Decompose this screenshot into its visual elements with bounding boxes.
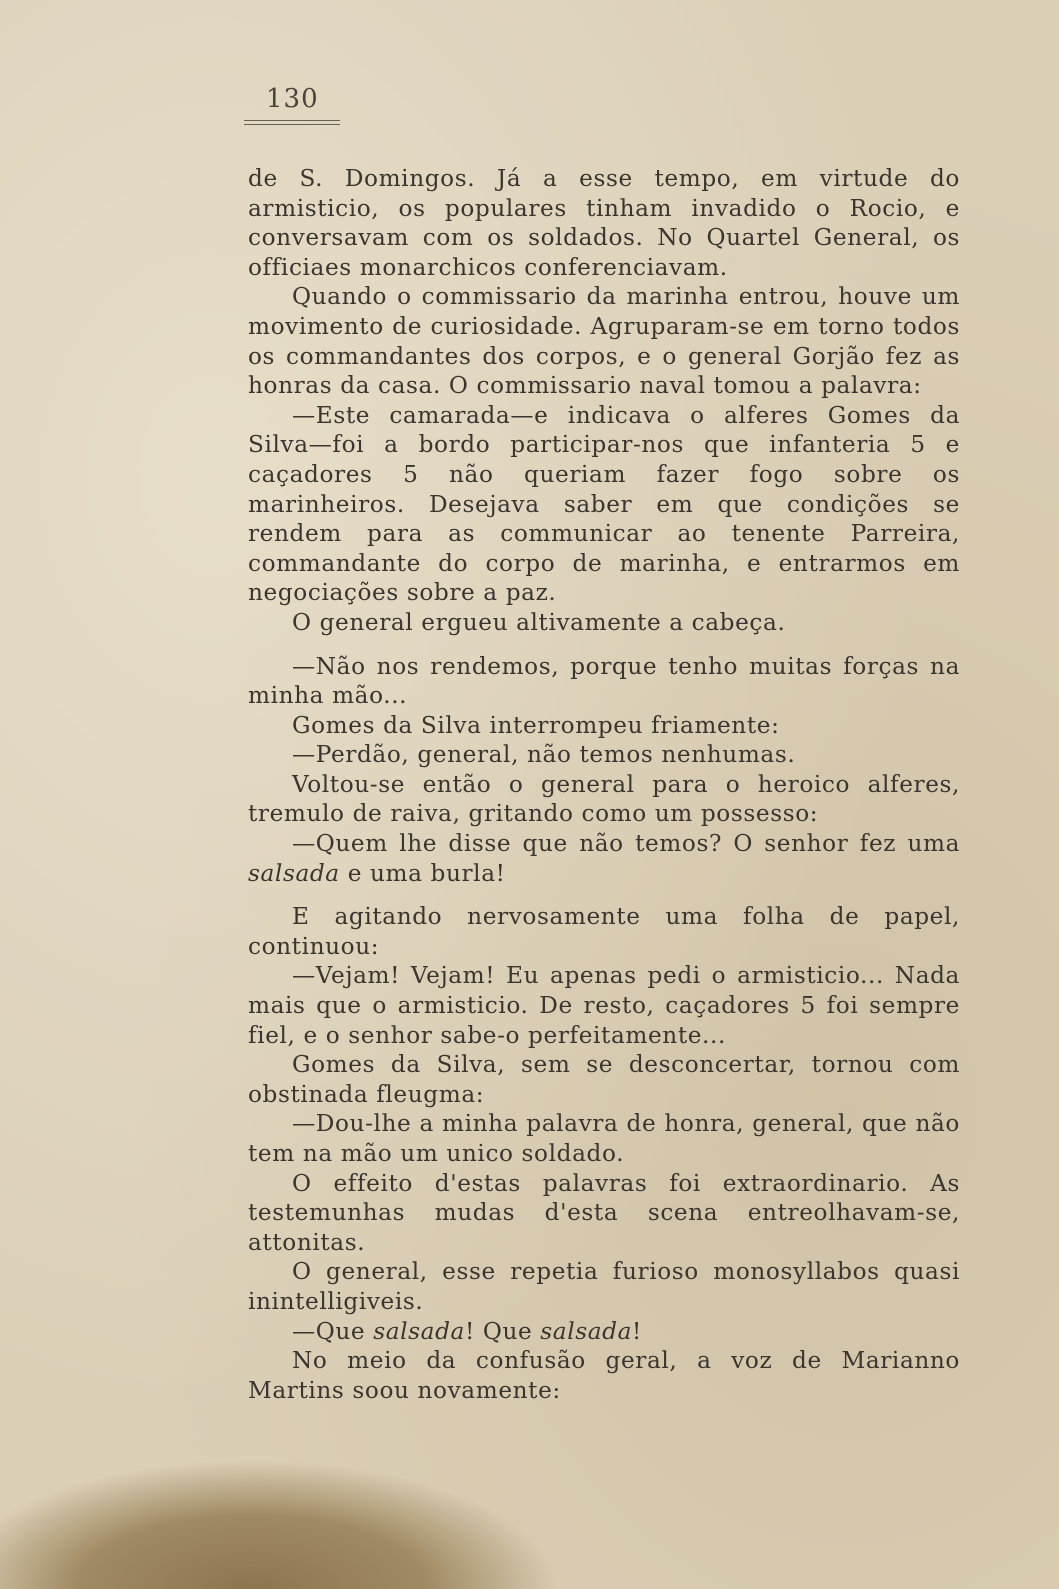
text-run: —Quem lhe disse que não temos? O senhor fez uma [292,830,960,858]
text-run: —Que [292,1317,374,1345]
paragraph: Voltou-se então o general para o heroico alferes, tremulo de raiva, gritando como um possesso: [248,770,960,828]
paragraph: —Vejam! Vejam! Eu apenas pedi o armisticio... Nada mais que o armisticio. De resto, caçadores 5 foi sempre fiel, e o senhor sabe-o perfeitamente... [248,962,960,1049]
page-stain [0,1459,560,1589]
paragraph: —Perdão, general, não temos nenhumas. [292,741,796,769]
paragraph: Gomes da Silva interrompeu friamente: [292,711,780,739]
italic-word: salsada [540,1317,633,1345]
text-run: ! Que [464,1317,541,1345]
page-number: 130 [266,84,319,114]
paragraph: —Não nos rendemos, porque tenho muitas forças na minha mão... [248,652,960,710]
paragraph: —Dou-lhe a minha palavra de honra, general, que não tem na mão um unico soldado. [248,1110,960,1167]
paragraph: O general ergueu altivamente a cabeça. [292,608,786,636]
paragraph: No meio da confusão geral, a voz de Marianno Martins soou novamente: [248,1347,960,1404]
paragraph: de S. Domingos. Já a esse tempo, em virtude do armisticio, os populares tinham invadido o Rocio, e conversavam com os soldados. No Quartel General, os officiaes monarchicos conferenciavam. [248,165,960,281]
header-rule [244,120,340,125]
page-body [248,164,960,1405]
italic-word: salsada [373,1317,465,1345]
paragraph: —Este camarada—e indicava o alferes Gomes da Silva—foi a bordo participar-nos que infanteria 5 e caçadores 5 não queriam fazer fogo sobre os marinheiros. Desejava saber em que condições se rendem para as communicar ao tenente Parreira, commandante do corpo de marinha, e entrarmos em negociações sobre a paz. [248,401,960,607]
paragraph: Quando o commissario da marinha entrou, houve um movimento de curiosidade. Agruparam-se em torno todos os commandantes dos corpos, e o general Gorjão fez as honras da casa. O commissario naval tomou a palavra: [248,283,960,400]
paragraph [248,1317,960,1347]
paragraph: E agitando nervosamente uma folha de papel, continuou: [248,903,960,960]
paragraph [248,829,960,888]
text-run: ! [632,1317,642,1345]
italic-word: salsada [248,859,340,887]
paragraph: O general, esse repetia furioso monosyllabos quasi inintelligiveis. [248,1258,960,1315]
paragraph: Gomes da Silva, sem se desconcertar, tornou com obstinada fleugma: [248,1051,960,1108]
text-run: e uma burla! [339,859,506,887]
paragraph: O effeito d'estas palavras foi extraordinario. As testemunhas mudas d'esta scena entreolhavam-se, attonitas. [248,1169,960,1256]
